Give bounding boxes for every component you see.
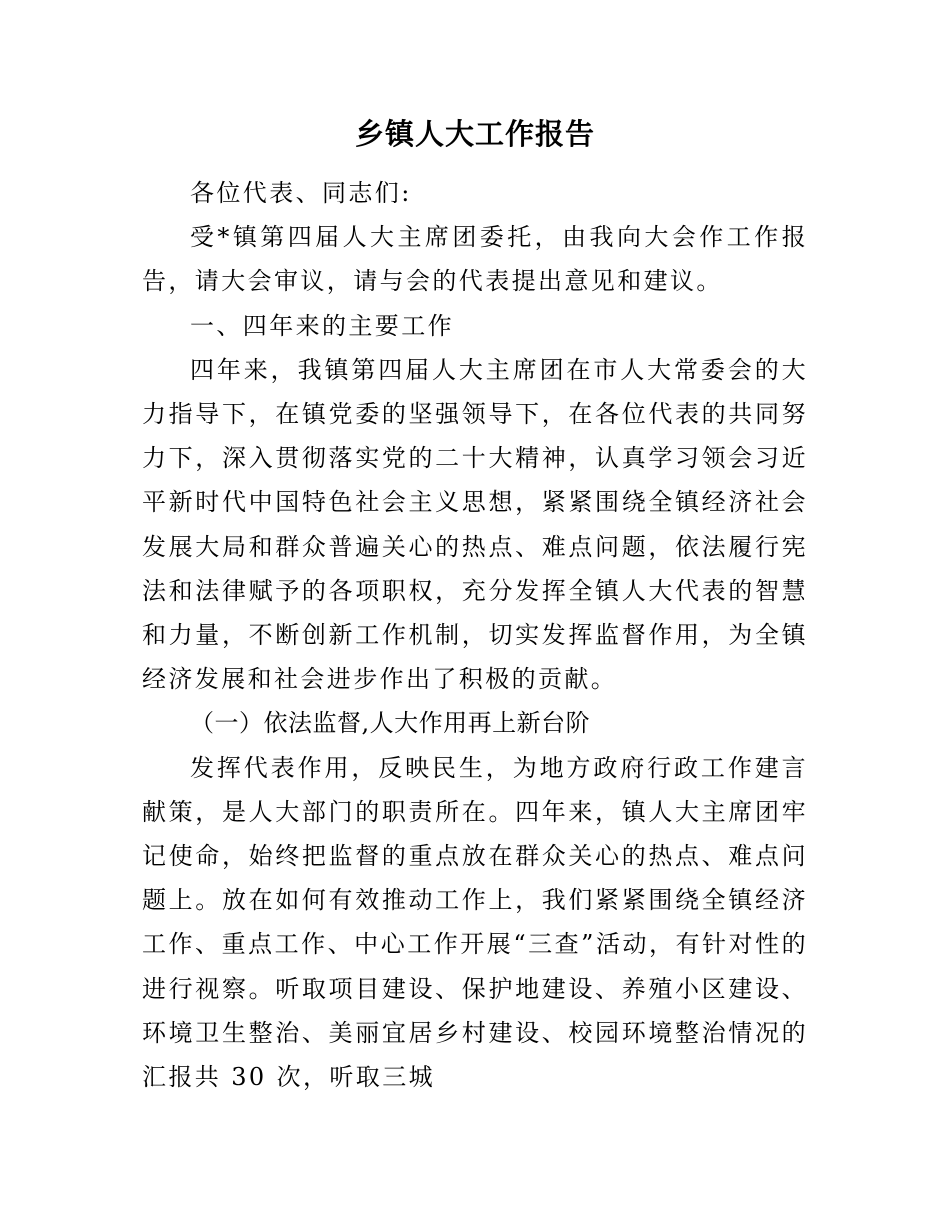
intro-paragraph: 受*镇第四届人大主席团委托，由我向大会作工作报告，请大会审议，请与会的代表提出意见和建议。 xyxy=(142,223,808,296)
subsection-heading: （一）依法监督,人大作用再上新台阶 xyxy=(190,709,591,738)
section-heading: 一、四年来的主要工作 xyxy=(190,311,454,340)
salutation-paragraph: 各位代表、同志们: xyxy=(190,179,412,207)
document-body xyxy=(142,171,808,1099)
summary-paragraph: 四年来，我镇第四届人大主席团在市人大常委会的大力指导下，在镇党委的坚强领导下，在各位代表的共同努力下，深入贯彻落实党的二十大精神，认真学习领会习近平新时代中国特色社会主义思想，紧紧围绕全镇经济社会发展大局和群众普遍关心的热点、难点问题，依法履行宪法和法律赋予的各项职权，充分发挥全镇人大代表的智慧和力量，不断创新工作机制，切实发挥监督作用，为全镇经济发展和社会进步作出了积极的贡献。 xyxy=(142,355,808,694)
document-title: 乡镇人大工作报告 xyxy=(354,117,595,151)
supervision-paragraph: 发挥代表作用，反映民生，为地方政府行政工作建言献策，是人大部门的职责所在。四年来，镇人大主席团牢记使命，始终把监督的重点放在群众关心的热点、难点问题上。放在如何有效推动工作上，我们紧紧围绕全镇经济工作、重点工作、中心工作开展“三查”活动，有针对性的进行视察。听取项目建设、保护地建设、养殖小区建设、环境卫生整治、美丽宜居乡村建设、校园环境整治情况的汇报共 30 次，听取三城 xyxy=(142,753,808,1092)
